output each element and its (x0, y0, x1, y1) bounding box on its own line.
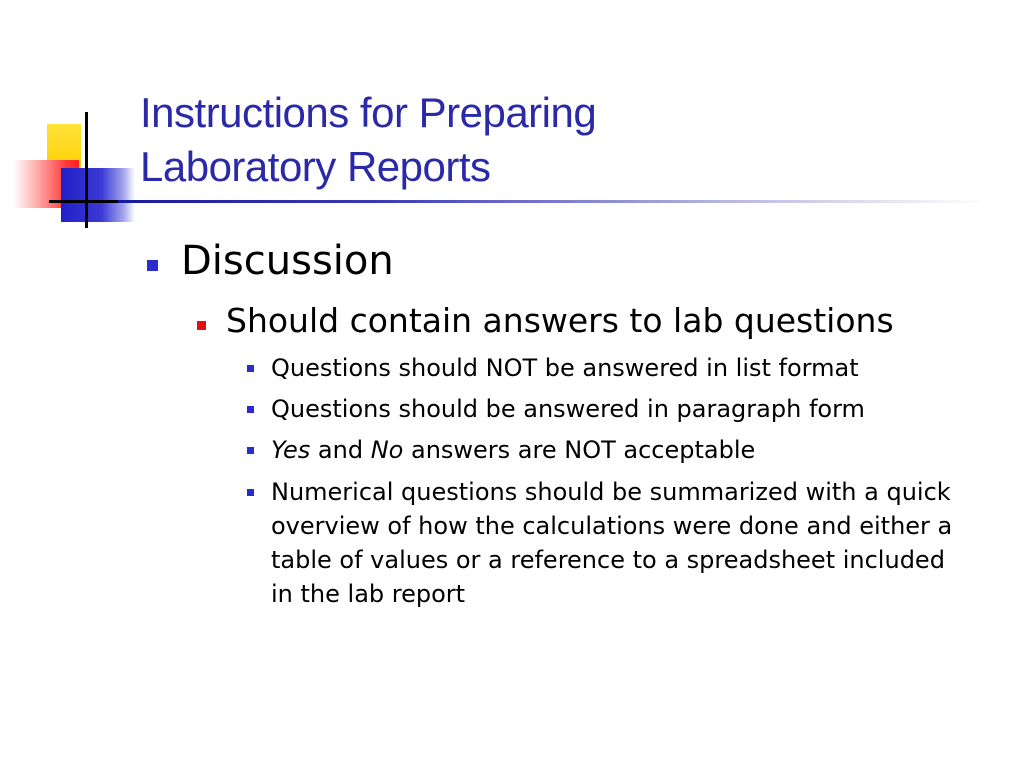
bullet-square-icon (247, 365, 254, 372)
bullet-square-icon (247, 489, 254, 496)
bullet-square-icon (147, 260, 158, 271)
yes-no-rest: answers are NOT acceptable (403, 436, 756, 464)
bullet-level3-numerical (271, 475, 991, 611)
yes-word: Yes (271, 436, 311, 464)
and-word: and (310, 436, 371, 464)
numerical-line-2: overview of how the calculations were done and either a (271, 512, 953, 540)
logo-blue-square (61, 168, 135, 222)
logo-vertical-line (85, 112, 88, 228)
bullet-square-icon (247, 447, 254, 454)
slide-title-line2: Laboratory Reports (140, 143, 491, 190)
bullet-square-icon (197, 321, 206, 330)
bullet-level3-paragraph-form: Questions should be answered in paragraph form (271, 395, 865, 423)
title-underline (118, 200, 988, 203)
corner-logo (0, 0, 140, 240)
bullet-level2-answers: Should contain answers to lab questions (226, 301, 894, 340)
bullet-level1-discussion: Discussion (181, 238, 394, 284)
bullet-square-icon (247, 406, 254, 413)
slide-title (140, 86, 596, 194)
bullet-level3-yes-no (271, 433, 755, 467)
no-word: No (370, 436, 404, 464)
numerical-line-3: table of values or a reference to a spreadsheet included (271, 546, 945, 574)
numerical-line-4: in the lab report (271, 580, 466, 608)
numerical-line-1: Numerical questions should be summarized with a quick (271, 478, 951, 506)
bullet-level3-list-format: Questions should NOT be answered in list format (271, 354, 859, 382)
slide-title-line1: Instructions for Preparing (140, 89, 597, 136)
